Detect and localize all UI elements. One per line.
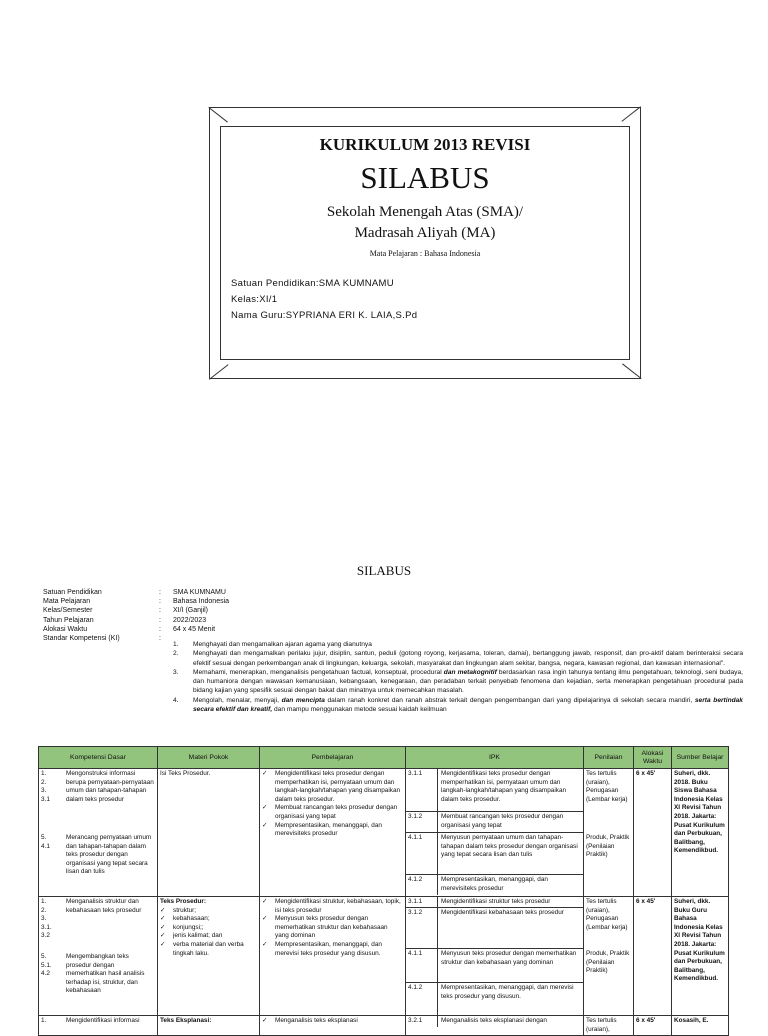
ipk-row: [406, 769, 583, 812]
penilaian-cell: Tes tertulis (uraian),: [584, 1016, 634, 1036]
list-item-text: Menganalisis teks eksplanasi: [275, 1017, 358, 1024]
kd-text: Menganalisis struktur dan kebahasaan teks prosedur: [66, 898, 142, 914]
meta-value: Bahasa Indonesia: [173, 598, 230, 606]
table-row: [39, 897, 729, 1016]
meta-row: [43, 588, 229, 597]
penilaian-text: Tes tertulis (uraian), Penugasan (Lembar kerja): [586, 770, 628, 803]
subject-line: Mata Pelajaran : Bahasa Indonesia: [369, 249, 481, 258]
list-item-text: kebahasaan;: [173, 915, 210, 923]
col-header-sumber: Sumber Belajar: [672, 747, 729, 769]
meta-row: [43, 625, 229, 634]
list-item: [262, 898, 403, 915]
table-header-row: [39, 747, 729, 769]
ipk-text: Mengidentifikasi kebahasaan teks prosedur: [441, 909, 564, 916]
ipk-row: [406, 1016, 583, 1027]
ki-text-part: Memahami, menerapkan, menganalisis pengetahuan factual, konseptual, procedural: [193, 668, 444, 676]
list-item: [160, 941, 257, 958]
list-item-text: Mempresentasikan, menanggapi, dan merevisi teks prosedur yang disusun.: [275, 940, 382, 957]
list-item: [160, 915, 257, 924]
check-icon: ✓: [160, 940, 166, 948]
ipk-code: 3.2.1: [406, 1016, 438, 1027]
list-item-text: Mengidentifikasi teks prosedur dengan memperhatikan isi, pernyataan umum dan langkah-langkah/tahapan yang disampaikan dalam teks prosedur.: [275, 770, 401, 803]
ki-number: 1.: [173, 641, 179, 648]
col-header-materi: Materi Pokok: [158, 747, 260, 769]
kd-block: [41, 770, 155, 834]
list-item-text: verba material dan verba tingkah laku.: [173, 940, 244, 957]
col-header-kd: Kompetensi Dasar: [39, 747, 158, 769]
ki-text-part: berdasarkan rasa ingin tahunya tentang ilmu pengetahuan, teknologi, seni budaya, dan humaniora dengan wawasan kemanusiaan, kebangsaan, kenegaraan, dan peradaban terkait penyebab fenomena dan kejadian, serta menerapkan pengetahuan procedural pada bidang kajian yang spesifik sesuai dengan bakat dan minatnya untuk memecahkan masalah.: [193, 668, 743, 695]
pembelajaran-cell: [260, 769, 406, 897]
cover-title: SILABUS: [360, 160, 490, 195]
check-icon: ✓: [262, 1017, 268, 1024]
check-icon: ✓: [262, 898, 268, 905]
sumber-cell: Kosasih, E.: [672, 1016, 729, 1036]
ki-item: [173, 649, 743, 668]
ipk-text: Menyusun pernyataan umum dan tahapan-tahapan dalam teks prosedur dengan organisasi yang tepat secara lisan dan tulis: [441, 834, 578, 859]
ki-text-part: dalam ranah konkret dan ranah abstrak terkait dengan pengembangan dari yang dipelajarinya di sekolah secara mandiri,: [324, 696, 695, 704]
kd-block: [41, 834, 155, 877]
meta-value: 2022/2023: [173, 616, 207, 624]
meta-colon: :: [159, 589, 161, 596]
alokasi-cell: 6 x 45': [634, 769, 672, 897]
meta-value: 64 x 45 Menit: [173, 625, 216, 633]
kd-numbers: 5. 5.1. 4.2: [41, 953, 52, 978]
kd-cell: [39, 769, 158, 897]
check-icon: ✓: [160, 915, 166, 923]
ipk-code: 3.1.2: [406, 908, 438, 948]
ipk-code: 3.1.1: [406, 897, 438, 907]
nama-guru: Nama Guru:SYPRIANA ERI K. LAIA,S.Pd: [231, 310, 418, 321]
kd-cell: [39, 1016, 158, 1036]
ki-text-part: dan mampu menggunakan metode sesuai kaidah keilmuan: [272, 706, 447, 714]
pembelajaran-list: [262, 898, 403, 958]
check-icon: ✓: [262, 770, 268, 777]
list-item: [160, 932, 257, 941]
ipk-code: 4.1.2: [406, 983, 438, 1015]
kd-block: [41, 1017, 155, 1026]
sumber-cell: Suheri, dkk. Buku Guru Bahasa Indonesia Kelas XI Revisi Tahun 2018. Jakarta: Pusat Kurikulum dan Perbukuan, Balitbang, Kemendikbud.: [672, 897, 729, 1016]
meta-label: Mata Pelajaran: [43, 598, 91, 606]
list-item: [160, 924, 257, 933]
alokasi-cell: 6 x 45': [634, 897, 672, 1016]
ipk-code: 4.1.1: [406, 949, 438, 982]
list-item: [262, 804, 403, 821]
kd-text: Mengonstruksi informasi berupa pernyataan-pernyataan umum dan tahapan-tahapan dalam teks prosedur: [66, 770, 154, 803]
check-icon: ✓: [160, 932, 166, 940]
ki-text-emphasis: serta bertindak secara efektif dan kreatif,: [193, 696, 743, 714]
pembelajaran-list: [262, 1017, 403, 1026]
kurikulum-heading: KURIKULUM 2013 REVISI: [319, 135, 531, 154]
list-item-text: konjungsi;;: [173, 923, 204, 931]
meta-value: SMA KUMNAMU: [173, 589, 226, 596]
kd-text: Merancang pernyataan umum dan tahapan-tahapan dalam teks prosedur dengan organisasi yang tepat secara lisan dan tulis: [66, 834, 152, 876]
check-icon: ✓: [262, 821, 268, 829]
ki-text: [193, 668, 743, 696]
ipk-text: Mengidentifikasi struktur teks prosedur: [441, 898, 551, 905]
ki-number: 3.: [173, 668, 179, 676]
list-item-text: Mempresentasikan, menanggapi, dan merevisiteks prosedur: [275, 821, 382, 838]
kd-numbers: 1. 2. 3. 3.1. 3.2: [41, 898, 52, 940]
ipk-row: [406, 983, 583, 1015]
kd-block: [41, 953, 155, 996]
kd-cell: [39, 897, 158, 1016]
penilaian-text: Produk, Praktik (Penilaian Praktik): [586, 834, 630, 859]
ipk-text: Mempresentasikan, menanggapi, dan merevisiteks prosedur: [441, 876, 548, 892]
ipk-code: 3.1.2: [406, 812, 438, 832]
ipk-row: [406, 949, 583, 983]
ipk-code: 4.1.2: [406, 875, 438, 895]
meta-label: Tahun Pelajaran: [43, 616, 94, 624]
ipk-row: [406, 908, 583, 949]
ki-text: [193, 696, 743, 715]
check-icon: ✓: [262, 940, 268, 948]
meta-label: Kelas/Semester: [43, 607, 93, 615]
ipk-code: 3.1.1: [406, 769, 438, 811]
col-header-pembelajaran: Pembelajaran: [260, 747, 406, 769]
col-header-alokasi: Alokasi Waktu: [634, 747, 672, 769]
kd-text: Mengembangkan teks prosedur dengan memerhatikan hasil analisis terhadap isi, struktur, dan kebahasaan: [66, 953, 145, 995]
meta-colon: :: [159, 607, 161, 615]
list-item-text: jenis kalimat; dan: [173, 932, 223, 940]
list-item: [262, 822, 403, 839]
meta-colon: :: [159, 616, 161, 624]
list-item-text: Menyusun teks prosedur dengan memerhatikan struktur dan kebahasaan yang dominan: [275, 915, 388, 940]
meta-colon: :: [159, 625, 161, 633]
kelas: Kelas:XI/1: [231, 294, 278, 305]
ipk-cell: [406, 1016, 584, 1036]
table-row: [39, 769, 729, 897]
ipk-text: Mempresentasikan, menanggapi, dan merevisi teks prosedur yang disusun.: [441, 984, 574, 1000]
satuan-pendidikan: Satuan Pendidikan:SMA KUMNAMU: [231, 278, 394, 289]
school-line-2: Madrasah Aliyah (MA): [354, 225, 496, 241]
ipk-row: [406, 897, 583, 908]
check-icon: ✓: [160, 906, 166, 914]
ipk-cell: [406, 769, 584, 897]
check-icon: ✓: [262, 915, 268, 923]
page-title: SILABUS: [356, 563, 412, 578]
ipk-row: [406, 812, 583, 833]
list-item: [262, 770, 403, 804]
list-item: [262, 915, 403, 941]
ipk-code: 4.1.1: [406, 833, 438, 874]
kd-numbers: 5. 4.1: [41, 834, 50, 850]
ki-text-part: Mengolah, menalar, menyaji,: [193, 696, 282, 704]
check-icon: ✓: [160, 923, 166, 931]
ki-text-emphasis: dan metakognitif: [443, 668, 497, 676]
penilaian-cell: [584, 769, 634, 897]
ki-text: Menghayati dan mengamalkan perilaku jujur, disiplin, santun, peduli (gotong royong, kerjasama, toleran, damai), bertanggung jawab, responsif, dan pro-aktif dalam berinteraksi secara efektif sesuai dengan perkembangan anak di lingkungan, keluarga, sekolah, masyarakat dan lingkungan alam sekitar, bangsa, negara, kawasan regional, dan kawasan internasional".: [193, 650, 743, 667]
ki-item: [173, 696, 743, 715]
meta-row: [43, 616, 229, 625]
kd-text: Mengidentifikasi informasi: [66, 1017, 140, 1024]
ipk-text: Membuat rancangan teks prosedur dengan organisasi yang tepat: [441, 813, 564, 829]
list-item: [262, 941, 403, 958]
ipk-row: [406, 833, 583, 875]
col-header-penilaian: Penilaian: [584, 747, 634, 769]
meta-value: XI/I (Ganjil): [173, 607, 209, 615]
materi-cell: Teks Eksplanasi:: [158, 1016, 260, 1036]
table-row: [39, 1016, 729, 1036]
penilaian-text: Produk, Praktik (Penilaian Praktik): [586, 950, 630, 975]
list-item: [262, 1017, 403, 1026]
kompetensi-inti-list: [173, 640, 743, 714]
meta-label: Satuan Pendidikan: [43, 589, 102, 596]
check-icon: ✓: [262, 804, 268, 812]
meta-row: [43, 597, 229, 606]
meta-colon: :: [159, 598, 161, 606]
ipk-cell: [406, 897, 584, 1016]
list-item-text: struktur;: [173, 906, 197, 914]
list-item-text: Mengidentifikasi struktur, kebahasaan, topik, isi teks prosedur: [275, 898, 401, 914]
ipk-row: [406, 875, 583, 895]
kd-numbers: 1. 2. 3. 3.1: [41, 770, 50, 803]
kd-block: [41, 898, 155, 953]
ki-item: [173, 668, 743, 696]
ki-number: 4.: [173, 696, 179, 704]
ki-number: 2.: [173, 650, 179, 658]
school-line-1: Sekolah Menengah Atas (SMA)/: [326, 204, 524, 220]
ki-text-emphasis: dan mencipta: [281, 696, 325, 704]
pembelajaran-cell: [260, 897, 406, 1016]
materi-cell: Isi Teks Prosedur.: [158, 769, 260, 897]
meta-label: Alokasi Waktu: [43, 625, 88, 633]
ki-text: Menghayati dan mengamalkan ajaran agama yang dianutnya: [193, 641, 372, 648]
pembelajaran-list: [262, 770, 403, 839]
alokasi-cell: 6 x 45': [634, 1016, 672, 1036]
sumber-cell: Suheri, dkk. 2018. Buku Siswa Bahasa Indonesia Kelas XI Revisi Tahun 2018. Jakarta: Pusat Kurikulum dan Perbukuan, Balitbang, Kemendikbud.: [672, 769, 729, 897]
ipk-text: Mengidentifikasi teks prosedur dengan memperhatikan isi, pernyataan umum dan langkah-langkah/tahapan yang disampaikan dalam teks prosedur.: [441, 770, 567, 803]
meta-colon: :: [159, 635, 161, 643]
list-item-text: Membuat rancangan teks prosedur dengan organisasi yang tepat: [275, 804, 398, 820]
pembelajaran-cell: [260, 1016, 406, 1036]
meta-block: [43, 588, 229, 643]
materi-cell: [158, 897, 260, 1016]
list-item: [160, 907, 257, 916]
meta-label: Standar Kompetensi (KI): [43, 635, 120, 643]
ki-item: [173, 640, 743, 649]
ipk-text: Menyusun teks prosedur dengan memerhatikan struktur dan kebahasaan yang dominan: [441, 950, 577, 966]
meta-row: [43, 606, 229, 615]
penilaian-text: Tes tertulis (uraian), Penugasan (Lembar kerja): [586, 898, 628, 931]
col-header-ipk: IPK: [406, 747, 584, 769]
kd-numbers: 1.: [41, 1017, 47, 1024]
ipk-text: Menganalisis teks eksplanasi dengan: [441, 1017, 547, 1024]
materi-title: Teks Prosedur:: [160, 898, 207, 905]
materi-list: [160, 907, 257, 959]
penilaian-cell: [584, 897, 634, 1016]
silabus-table: [38, 746, 729, 1036]
